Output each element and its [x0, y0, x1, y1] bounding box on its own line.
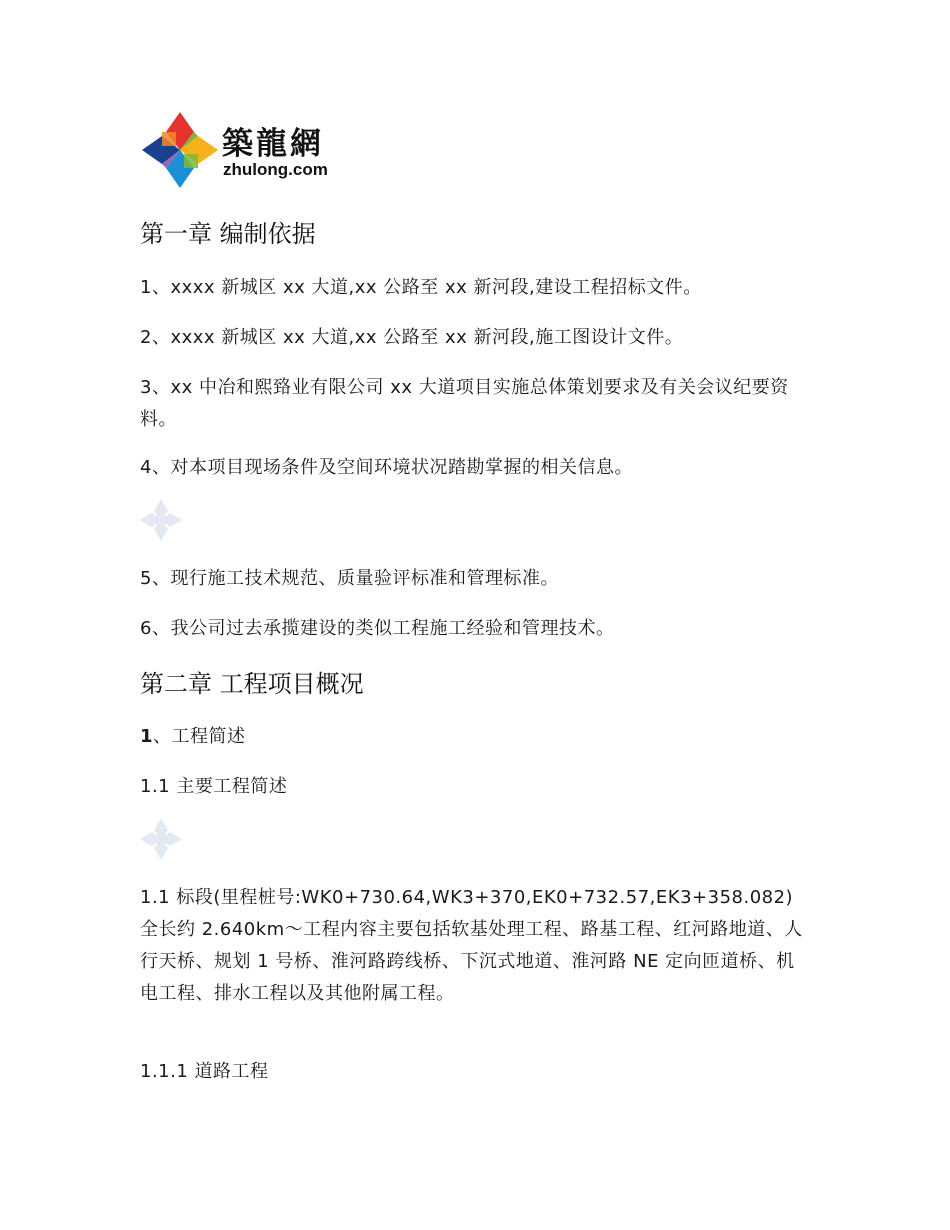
- chapter-1-title: 第一章 编制依据: [140, 220, 316, 248]
- section-1-text: 、工程简述: [153, 726, 246, 747]
- watermark-flake-icon: [138, 497, 184, 543]
- basis-item-6: 6、我公司过去承揽建设的类似工程施工经验和管理技术。: [140, 618, 615, 639]
- basis-item-3: 3、xx 中冶和熙臵业有限公司 xx 大道项目实施总体策划要求及有关会议纪要资料。: [140, 377, 789, 430]
- project-description-paragraph: 1.1 标段(里程桩号:WK0+730.64,WK3+370,EK0+732.57,EK3+358.082)全长约 2.640km～工程内容主要包括软基处理工程、路基工程、红河路地道、人行天桥、规划 1 号桥、淮河路跨线桥、下沉式地道、淮河路 NE 定向匝道桥、机电工程、排水工程以及其他附属工程。: [140, 887, 803, 1004]
- basis-item-4: 4、对本项目现场条件及空间环境状况踏勘掌握的相关信息。: [140, 457, 633, 478]
- logo-domain: zhulong.com: [223, 160, 328, 179]
- logo-chinese-name: 築龍網: [222, 126, 324, 162]
- chapter-2-title: 第二章 工程项目概况: [140, 670, 364, 698]
- subsection-1-1-1-heading: 1.1.1 道路工程: [140, 1061, 269, 1082]
- basis-item-2: 2、xxxx 新城区 xx 大道,xx 公路至 xx 新河段,施工图设计文件。: [140, 327, 684, 348]
- basis-item-1: 1、xxxx 新城区 xx 大道,xx 公路至 xx 新河段,建设工程招标文件。: [140, 277, 702, 298]
- zhulong-logo-mark-icon: [140, 110, 220, 190]
- subsection-1-1-heading: 1.1 主要工程简述: [140, 776, 288, 797]
- basis-item-5: 5、现行施工技术规范、质量验评标准和管理标准。: [140, 568, 559, 589]
- section-1-number: 1: [140, 726, 154, 747]
- zhulong-logo: [140, 110, 350, 190]
- section-1-heading: [140, 721, 820, 753]
- watermark-flake-icon: [138, 816, 184, 862]
